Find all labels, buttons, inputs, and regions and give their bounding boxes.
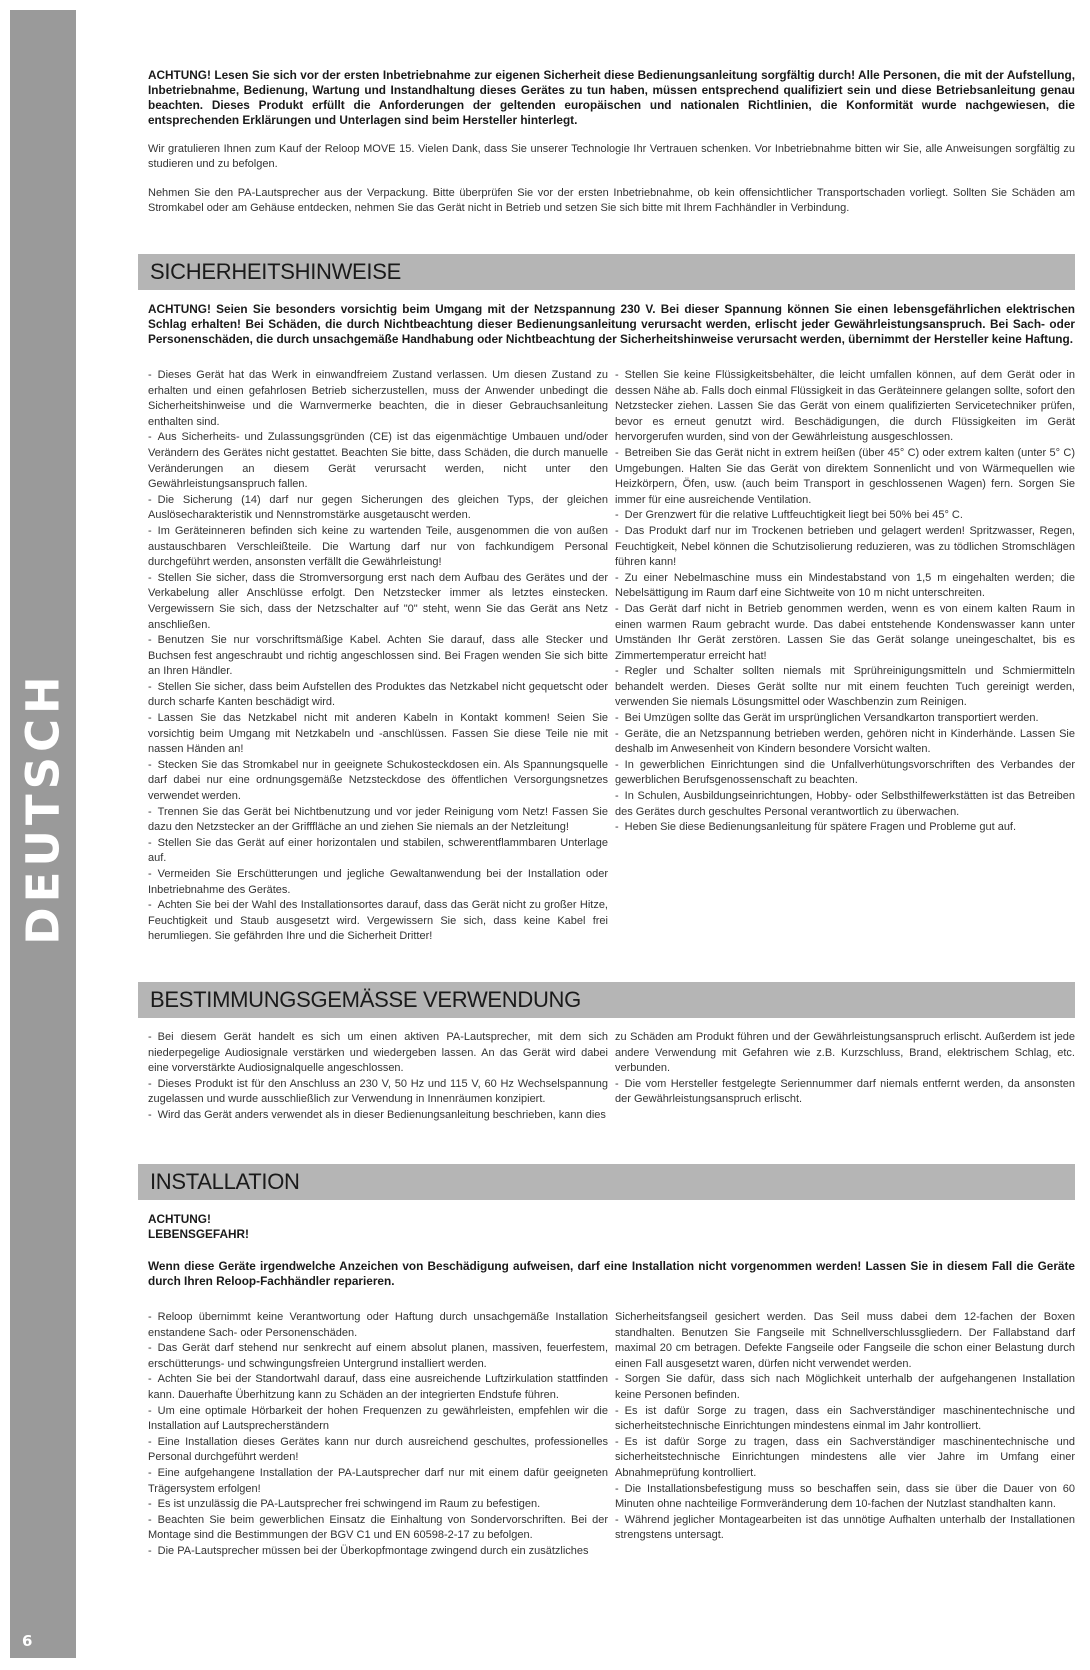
- list-item: - Während jeglicher Montagearbeiten ist das unnötige Aufhalten unterhalb der Installationen strengstens untersagt.: [615, 1513, 1075, 1544]
- section-title-usage: BESTIMMUNGSGEMÄSSE VERWENDUNG: [150, 987, 581, 1012]
- list-item: - Dieses Gerät hat das Werk in einwandfreiem Zustand verlassen. Um diesen Zustand zu erhalten und einen gefahrlosen Betrieb sicherzustellen, muss der Anwender unbedingt die Sicherheitshinweise und die Warnvermerke beachten, die in dieser Gebrauchsanleitung enthalten sind.: [148, 368, 608, 430]
- safety-list-right: [615, 368, 1075, 945]
- usage-right-column: [615, 1030, 1075, 1124]
- list-item: - Stellen Sie sicher, dass beim Aufstellen des Produktes das Netzkabel nicht gequetscht oder durch scharfe Kanten beschädigt wird.: [148, 680, 608, 711]
- installation-list-right: [615, 1372, 1075, 1544]
- list-item: - Stecken Sie das Stromkabel nur in geeignete Schukosteckdosen ein. Als Spannungsquelle darf dabei nur eine ordnungsgemäße Netzsteckdose des öffentlichen Versorgungsnetzes verwendet werden.: [148, 758, 608, 805]
- list-item: - Es ist dafür Sorge zu tragen, dass ein Sachverständiger maschinentechnische und sicherheitstechnische Einrichtungen mindestens einmal im Jahr kontrolliert.: [615, 1404, 1075, 1435]
- list-item: - Um eine optimale Hörbarkeit der hohen Frequenzen zu gewährleisten, empfehlen wir die Installation auf Lautsprecherständern: [148, 1404, 608, 1435]
- installation-warning: Wenn diese Geräte irgendwelche Anzeichen von Beschädigung aufweisen, darf eine Installation nicht vorgenommen werden! Lassen Sie in diesem Fall die Geräte durch Ihren Reloop-Fachhändler reparieren.: [148, 1259, 1075, 1288]
- intro-paragraph-2: Nehmen Sie den PA-Lautsprecher aus der Verpackung. Bitte überprüfen Sie vor der ersten Inbetriebnahme, ob kein offensichtlicher Transportschaden vorliegt. Sollten Sie Schäden am Stromkabel oder am Gehäuse entdecken, nehmen Sie das Gerät nicht in Betrieb und setzen Sie sich bitte mit Ihrem Fachhändler in Verbindung.: [148, 187, 1075, 214]
- usage-list-left: [148, 1030, 608, 1124]
- list-item: - Beachten Sie beim gewerblichen Einsatz die Einhaltung von Sondervorschriften. Bei der Montage sind die Bestimmungen der BGV C1 und EN 60598-2-17 zu befolgen.: [148, 1513, 608, 1544]
- list-item: - Trennen Sie das Gerät bei Nichtbenutzung und vor jeder Reinigung vom Netz! Fassen Sie dazu den Netzstecker an der Grifffläche an und ziehen Sie niemals an der Netzleitung!: [148, 805, 608, 836]
- usage-columns: [148, 1030, 1075, 1124]
- list-item: - Es ist unzulässig die PA-Lautsprecher frei schwingend im Raum zu befestigen.: [148, 1497, 608, 1513]
- list-item: - Achten Sie bei der Wahl des Installationsortes darauf, dass das Gerät nicht zu großer Hitze, Feuchtigkeit und Staub ausgesetzt wird. Vergewissern Sie sich, dass keine Kabel frei herumliegen. Sie gefährden Ihre und die Sicherheit Dritter!: [148, 898, 608, 945]
- list-item: - Stellen Sie keine Flüssigkeitsbehälter, die leicht umfallen können, auf dem Gerät oder in dessen Nähe ab. Falls doch einmal Flüssigkeit in das Geräteinnere gelangen sollte, sofort den Netzstecker ziehen. Lassen Sie das Gerät von einem qualifizierten Servicetechniker prüfen, bevor es erneut genutzt wird. Beschädigungen, die durch Flüssigkeiten im Gerät hervorgerufen wurden, sind von der Gewährleistung ausgeschlossen.: [615, 368, 1075, 446]
- list-item: - Die vom Hersteller festgelegte Seriennummer darf niemals entfernt werden, da ansonsten der Gewährleistungsanspruch erlischt.: [615, 1077, 1075, 1108]
- section-header-usage: [138, 982, 1075, 1018]
- intro-warning: ACHTUNG! Lesen Sie sich vor der ersten Inbetriebnahme zur eigenen Sicherheit diese Bedienungsanleitung sorgfältig durch! Alle Personen, die mit der Aufstellung, Inbetriebnahme, Bedienung, Wartung und Instandhaltung dieses Gerätes zu tun haben, müssen entsprechend qualifiziert sein und diese Betriebsanleitung genau beachten. Dieses Produkt erfüllt die Anforderungen der geltenden europäischen und nationalen Richtlinien, die Konformität wurde nachgewiesen, die entsprechenden Erklärungen und Unterlagen sind beim Hersteller hinterlegt.: [148, 68, 1075, 127]
- list-item: - In gewerblichen Einrichtungen sind die Unfallverhütungsvorschriften des Verbandes der gewerblichen Berufsgenossenschaft zu beachten.: [615, 758, 1075, 789]
- list-item: - Bei diesem Gerät handelt es sich um einen aktiven PA-Lautsprecher, mit dem sich niederpegelige Audiosignale verstärken und wiedergeben lassen. An das Gerät wird dabei eine vorverstärkte Audiosignalquelle angeschlossen.: [148, 1030, 608, 1077]
- list-item: - Sorgen Sie dafür, dass sich nach Möglichkeit unterhalb der aufgehangenen Installation keine Personen befinden.: [615, 1372, 1075, 1403]
- list-item: - Dieses Produkt ist für den Anschluss an 230 V, 50 Hz und 115 V, 60 Hz Wechselspannung zugelassen und wurde ausschließlich zur Verwendung in Innenräumen konzipiert.: [148, 1077, 608, 1108]
- safety-list-left: [148, 368, 608, 945]
- list-item: - Wird das Gerät anders verwendet als in dieser Bedienungsanleitung beschrieben, kann dies: [148, 1108, 608, 1124]
- section-header-safety: [138, 254, 1075, 290]
- list-item: - Das Gerät darf stehend nur senkrecht auf einem absolut planen, massiven, feuerfestem, erschütterungs- und schwingungsfreien Untergrund installiert werden.: [148, 1341, 608, 1372]
- list-item: - Reloop übernimmt keine Verantwortung oder Haftung durch unsachgemäße Installation enstandene Sach- oder Personenschäden.: [148, 1310, 608, 1341]
- list-item: - Eine aufgehangene Installation der PA-Lautsprecher darf nur mit einem dafür geeigneten Trägersystem erfolgen!: [148, 1466, 608, 1497]
- list-item: - Achten Sie bei der Standortwahl darauf, dass eine ausreichende Luftzirkulation stattfinden kann. Dauerhafte Überhitzung kann zu Schäden an der integrierten Endstufe führen.: [148, 1372, 608, 1403]
- list-item: - Die PA-Lautsprecher müssen bei der Überkopfmontage zwingend durch ein zusätzliches: [148, 1544, 608, 1560]
- usage-list-right: [615, 1077, 1075, 1108]
- list-item: - Im Geräteinneren befinden sich keine zu wartenden Teile, ausgenommen die von außen austauschbaren Verschleißteile. Die Wartung darf nur von fachkundigem Personal durchgeführt werden, ansonsten verfällt die Gewährleistung!: [148, 524, 608, 571]
- list-item: - Die Installationsbefestigung muss so beschaffen sein, dass sie über die Dauer von 60 Minuten ohne nachteilige Formveränderung dem 10-fachen der Nutzlast standhalten kann.: [615, 1482, 1075, 1513]
- section-title-safety: SICHERHEITSHINWEISE: [150, 259, 401, 284]
- installation-list-left: [148, 1310, 608, 1560]
- section-header-installation: [138, 1164, 1075, 1200]
- language-label: DEUTSCH: [16, 671, 70, 945]
- intro-paragraph-1: Wir gratulieren Ihnen zum Kauf der Reloop MOVE 15. Vielen Dank, dass Sie unserer Technologie Ihr Vertrauen schenken. Vor Inbetriebnahme bitten wir Sie, alle Anweisungen sorgfältig zu studieren und zu befolgen.: [148, 143, 1075, 170]
- list-item: - Eine Installation dieses Gerätes kann nur durch ausreichend geschultes, professionelles Personal durchgeführt werden!: [148, 1435, 608, 1466]
- section-title-installation: INSTALLATION: [150, 1169, 300, 1194]
- installation-right-column: [615, 1310, 1075, 1560]
- list-item: - Aus Sicherheits- und Zulassungsgründen (CE) ist das eigenmächtige Umbauen und/oder Verändern des Gerätes nicht gestattet. Beachten Sie bitte, dass Schäden, die durch manuelle Veränderungen an diesem Gerät verursacht werden, nicht unter den Gewährleistungsanspruch fallen.: [148, 430, 608, 492]
- installation-warning-subtitle: LEBENSGEFAHR!: [148, 1227, 249, 1241]
- list-item: - Vermeiden Sie Erschütterungen und jegliche Gewaltanwendung bei der Installation oder Inbetriebnahme des Gerätes.: [148, 867, 608, 898]
- list-item: - Es ist dafür Sorge zu tragen, dass ein Sachverständiger maschinentechnische und sicherheitstechnische Einrichtungen mindestens alle vier Jahre im Umfang einer Abnahmeprüfung kontrolliert.: [615, 1435, 1075, 1482]
- list-item: - Das Gerät darf nicht in Betrieb genommen werden, wenn es von einem kalten Raum in einen warmen Raum gebracht wurde. Das dabei entstehende Kondenswasser kann unter Umständen Ihr Gerät zerstören. Lassen Sie das Gerät solange uneingeschaltet, bis es Zimmertemperatur erreicht hat!: [615, 602, 1075, 664]
- list-item: - Das Produkt darf nur im Trockenen betrieben und gelagert werden! Spritzwasser, Regen, Feuchtigkeit, Nebel können die Schutzisolierung reduzieren, was zu tödlichen Stromschlägen führen kann!: [615, 524, 1075, 571]
- page-number: 6: [22, 1632, 33, 1650]
- installation-continued-text: Sicherheitsfangseil gesichert werden. Das Seil muss dabei dem 12-fachen der Boxen standhalten. Benutzen Sie Fangseile mit Schnellverschlussgliedern. Der Fallabstand darf maximal 20 cm betragen. Defekte Fangseile oder Fangseile die schon einer Belastung durch einen Fall ausgesetzt waren, dürfen nicht verwendet werden.: [615, 1311, 1075, 1370]
- installation-warning-block: [148, 1212, 1075, 1289]
- safety-warning-block: [148, 302, 1075, 347]
- installation-warning-title: ACHTUNG!: [148, 1212, 211, 1226]
- intro-section: [148, 68, 1075, 216]
- list-item: - Benutzen Sie nur vorschriftsmäßige Kabel. Achten Sie darauf, dass alle Stecker und Buchsen fest angeschraubt und richtig angeschlossen sind. Bei Fragen wenden Sie sich bitte an Ihren Händler.: [148, 633, 608, 680]
- list-item: - Heben Sie diese Bedienungsanleitung für spätere Fragen und Probleme gut auf.: [615, 820, 1075, 836]
- list-item: - Regler und Schalter sollten niemals mit Sprühreinigungsmitteln und Schmiermitteln behandelt werden. Dieses Gerät sollte nur mit einem feuchten Tuch gereinigt werden, verwenden Sie niemals Lösungsmittel oder Waschbenzin zum Reinigen.: [615, 664, 1075, 711]
- list-item: - Stellen Sie sicher, dass die Stromversorgung erst nach dem Aufbau des Gerätes und der Verkabelung aller Anschlüsse erfolgt. Den Netzstecker immer als letztes einstecken. Vergewissern Sie sich, dass der Netzschalter auf "0" steht, wenn Sie das Gerät ans Netz anschließen.: [148, 571, 608, 633]
- list-item: - Geräte, die an Netzspannung betrieben werden, gehören nicht in Kinderhände. Lassen Sie deshalb im Anwesenheit von Kindern besondere Vorsicht walten.: [615, 727, 1075, 758]
- list-item: - Lassen Sie das Netzkabel nicht mit anderen Kabeln in Kontakt kommen! Seien Sie vorsichtig beim Umgang mit Netzkabeln und -anschlüssen. Fassen Sie diese Teile nie mit nassen Händen an!: [148, 711, 608, 758]
- list-item: - Stellen Sie das Gerät auf einer horizontalen und stabilen, schwerentflammbaren Unterlage auf.: [148, 836, 608, 867]
- list-item: - Die Sicherung (14) darf nur gegen Sicherungen des gleichen Typs, der gleichen Auslösecharakteristik und Nennstromstärke ausgetauscht werden.: [148, 493, 608, 524]
- usage-continued-text: zu Schäden am Produkt führen und der Gewährleistungsanspruch erlischt. Außerdem ist jede andere Verwendung mit Gefahren wie z.B. Kurzschluss, Brand, elektrischem Schlag, etc. verbunden.: [615, 1031, 1075, 1075]
- list-item: - Der Grenzwert für die relative Luftfeuchtigkeit liegt bei 50% bei 45° C.: [615, 508, 1075, 524]
- installation-columns: [148, 1310, 1075, 1560]
- list-item: - In Schulen, Ausbildungseinrichtungen, Hobby- oder Selbsthilfewerkstätten ist das Betreiben des Gerätes durch geschultes Personal verantwortlich zu überwachen.: [615, 789, 1075, 820]
- safety-warning: ACHTUNG! Seien Sie besonders vorsichtig beim Umgang mit der Netzspannung 230 V. Bei dieser Spannung können Sie einen lebensgefährlichen elektrischen Schlag erhalten! Bei Schäden, die durch Nichtbeachtung dieser Bedienungsanleitung verursacht werden, erlischt jeder Gewährleistungsanspruch. Bei Sach- oder Personenschäden, die durch unsachgemäße Handhabung oder Nichtbeachtung der Sicherheitshinweise verursacht werden, übernimmt der Hersteller keine Haftung.: [148, 302, 1075, 346]
- safety-columns: [148, 368, 1075, 945]
- list-item: - Betreiben Sie das Gerät nicht in extrem heißen (über 45° C) oder extrem kalten (unter 5° C) Umgebungen. Halten Sie das Gerät von direktem Sonnenlicht und von Wärmequellen wie Heizkörpern, Öfen, usw. (auch beim Transport in geschlossenen Wagen) fern. Sorgen Sie immer für eine ausreichende Ventilation.: [615, 446, 1075, 508]
- list-item: - Zu einer Nebelmaschine muss ein Mindestabstand von 1,5 m eingehalten werden; die Nebelsättigung im Raum darf eine Sichtweite von 10 m nicht unterschreiten.: [615, 571, 1075, 602]
- list-item: - Bei Umzügen sollte das Gerät im ursprünglichen Versandkarton transportiert werden.: [615, 711, 1075, 727]
